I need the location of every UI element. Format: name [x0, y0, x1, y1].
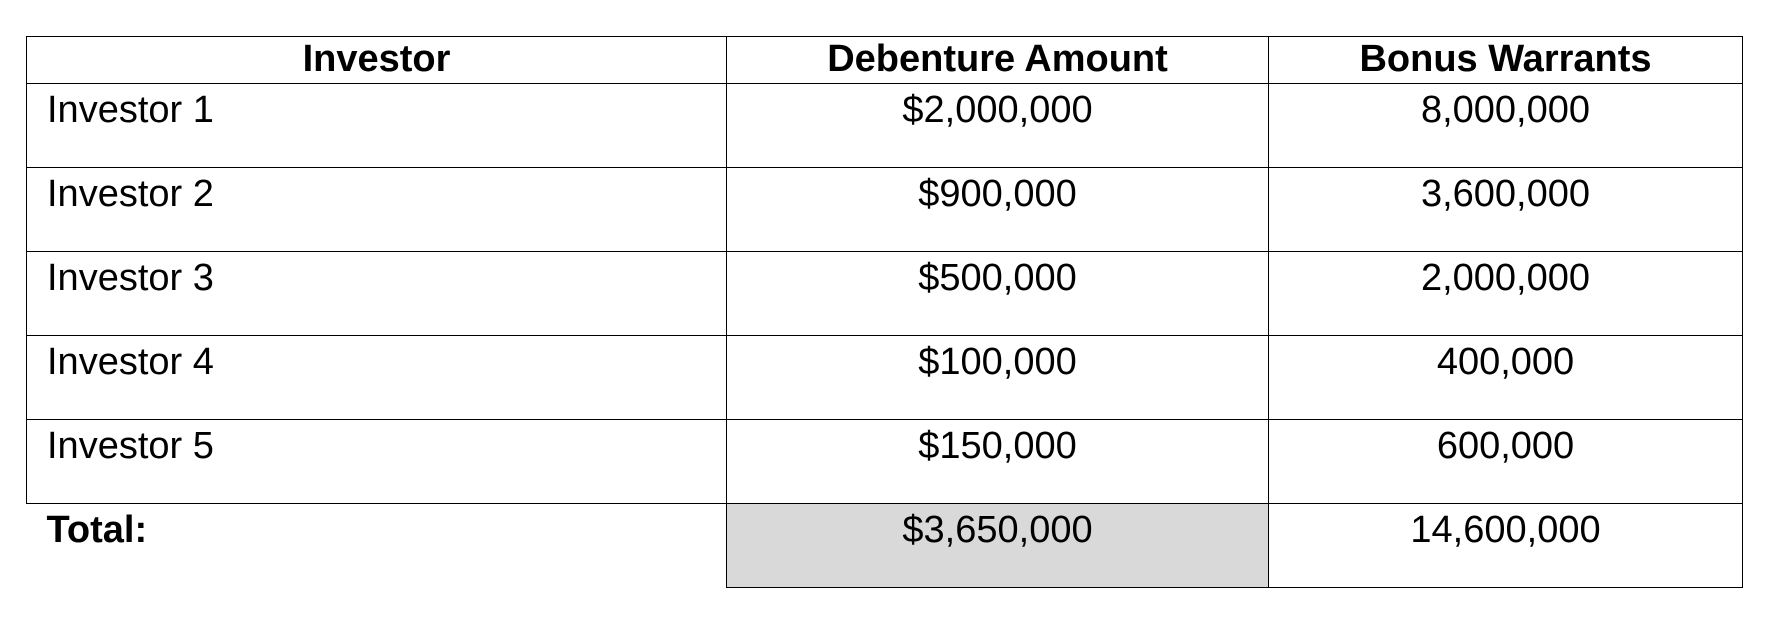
- total-bonus-warrants: 14,600,000: [1269, 504, 1743, 588]
- table-row: [27, 252, 1743, 336]
- investor-name: Investor 4: [27, 336, 727, 420]
- debenture-amount: $2,000,000: [727, 84, 1269, 168]
- debenture-amount: $900,000: [727, 168, 1269, 252]
- investor-name: Investor 1: [27, 84, 727, 168]
- table-row: [27, 84, 1743, 168]
- total-label: Total:: [27, 504, 727, 588]
- total-debenture-amount: $3,650,000: [727, 504, 1269, 588]
- bonus-warrants: 3,600,000: [1269, 168, 1743, 252]
- investor-name: Investor 2: [27, 168, 727, 252]
- debenture-amount: $150,000: [727, 420, 1269, 504]
- debenture-amount: $500,000: [727, 252, 1269, 336]
- investor-name: Investor 5: [27, 420, 727, 504]
- debenture-amount: $100,000: [727, 336, 1269, 420]
- bonus-warrants: 400,000: [1269, 336, 1743, 420]
- header-debenture-amount: Debenture Amount: [727, 37, 1269, 84]
- investor-table: [26, 36, 1743, 588]
- bonus-warrants: 8,000,000: [1269, 84, 1743, 168]
- bonus-warrants: 2,000,000: [1269, 252, 1743, 336]
- header-investor: Investor: [27, 37, 727, 84]
- header-row: [27, 37, 1743, 84]
- table-row: [27, 168, 1743, 252]
- total-row: [27, 504, 1743, 588]
- header-bonus-warrants: Bonus Warrants: [1269, 37, 1743, 84]
- investor-name: Investor 3: [27, 252, 727, 336]
- bonus-warrants: 600,000: [1269, 420, 1743, 504]
- table-row: [27, 336, 1743, 420]
- table-row: [27, 420, 1743, 504]
